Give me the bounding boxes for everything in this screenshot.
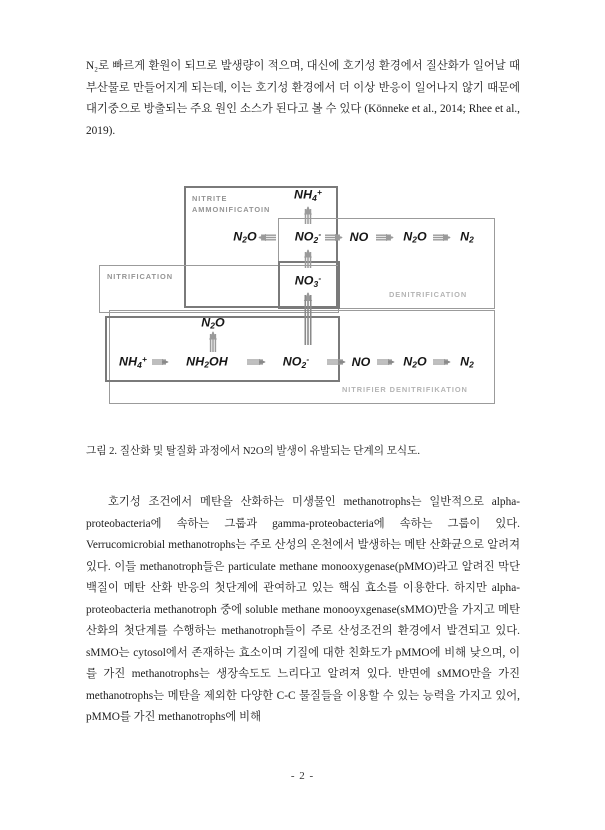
body-paragraph-text: 호기성 조건에서 메탄을 산화하는 미생물인 methanotrophs는 일반적으로 alpha-proteobacteria에 속하는 그룹과 gamma-proteobacteria에 속하는 그룹이 있다. Verrucomicrobial methanotrophs는 주로 산성의 온천에서 발생하는 메탄 산화균으로 알려져 있다. 이들 methanotroph들은 particulate methane monooxygenase(pMMO)라고 알려진 막단백질이 메탄 산화 반응의 첫단계에 관여하고 있는 핵심 효소를 이용한다. 하지만 alpha-proteobacteria methanotroph 중에 soluble methane monooyxgenase(sMMO)만을 가지고 메탄 산화의 첫단계를 수행하는 methanotroph들이 주로 산성조건의 환경에서 발견되고 있다. sMMO는 cytosol에서 존재하는 효소이며 기질에 대한 친화도가 pMMO에 비해 낮으며, 이를 가진 methanotrophs는 생장속도도 느리다고 알려져 있다. 반면에 sMMO만을 가진 methanotrophs는 메탄을 제외한 다양한 C-C 물질들을 이용할 수 있는 능력을 가지고 있어, pMMO를 가진 methanotrophs에 비해 — [86, 496, 520, 723]
species-n2o-left-upper: $N_2O$ — [233, 229, 257, 245]
species-no2-bottom: $NO_2^-$ — [282, 354, 310, 370]
species-n2o-branch-bottom: $N_2O$ — [201, 315, 225, 331]
label-nitrifier-denitrification: NITRIFIER DENITRIFIKATION — [342, 385, 468, 394]
species-no3-middle: $NO_3^-$ — [294, 273, 322, 289]
species-nh2oh-bottom: $NH_2OH$ — [186, 354, 228, 370]
species-n2o-upper: $N_2O$ — [403, 229, 427, 245]
figure-caption-block — [86, 443, 520, 461]
label-denitrification: DENITRIFICATION — [389, 290, 468, 299]
figure-nitrogen-cycle — [95, 180, 505, 420]
label-nitrite-ammonification-line1: NITRITE — [192, 194, 228, 203]
label-nitrite-ammonification-line2: AMMONIFICATOIN — [192, 204, 271, 214]
species-nh4-top: $NH_4^+$ — [294, 187, 322, 203]
species-n2-bottom: $N_2$ — [460, 354, 474, 370]
species-n2-upper: $N_2$ — [460, 229, 474, 245]
label-nitrite-ammonification — [192, 194, 270, 215]
species-no-bottom: NO — [351, 355, 371, 369]
species-no-upper: NO — [349, 230, 369, 244]
top-paragraph-text: N₂로 빠르게 환원이 되므로 발생량이 적으며, 대신에 호기성 환경에서 질산화가 일어날 때 부산물로 만들어지게 되는데, 이는 호기성 환경에서 더 이상 반응이 일어나지 않기 때문에 대기중으로 방출되는 주요 원인 소스가 된다고 볼 수 있다 (Könneke et al., 2014; Rhee et al., 2019). — [86, 60, 520, 137]
species-nh4-bottom: $NH_4^+$ — [119, 354, 147, 370]
body-paragraph-block — [86, 492, 520, 729]
top-paragraph-block — [86, 56, 520, 142]
species-n2o-bottom: $N_2O$ — [403, 354, 427, 370]
page-number: - 2 - — [290, 770, 315, 782]
species-no2-upper: $NO_2^-$ — [294, 229, 322, 245]
label-nitrification: NITRIFICATION — [107, 272, 173, 281]
figure-caption-text: 그림 2. 질산화 및 탈질화 과정에서 N2O의 발생이 유발되는 단계의 모식도. — [86, 446, 420, 457]
